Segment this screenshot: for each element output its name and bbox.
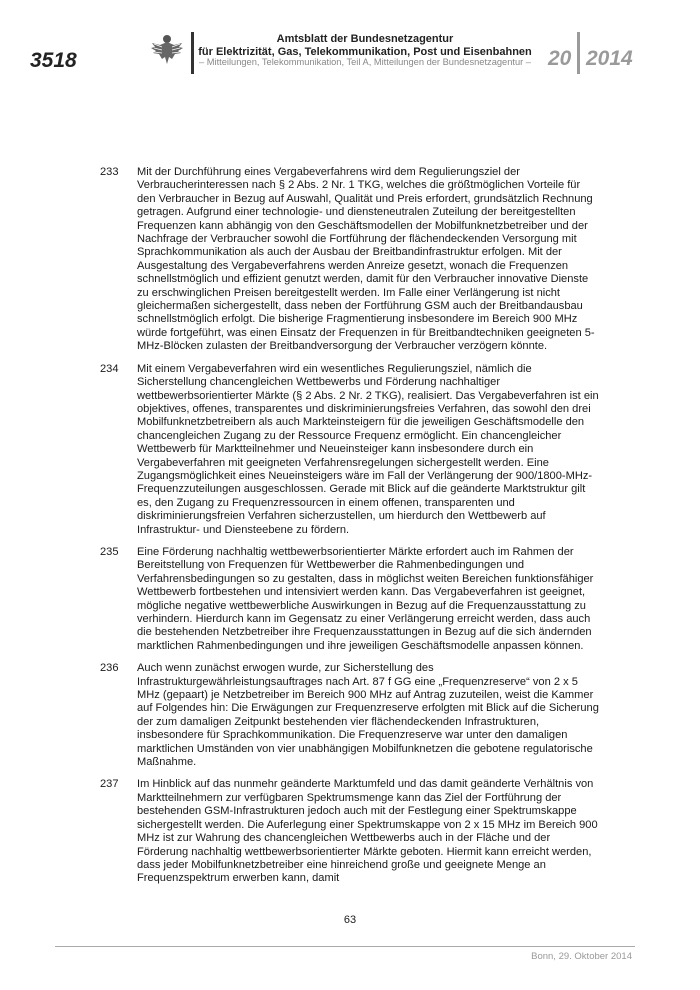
paragraph-234 xyxy=(100,363,600,537)
issue-number: 20 xyxy=(548,47,572,70)
document-body xyxy=(100,166,600,895)
gazette-subtitle: – Mitteilungen, Telekommunikation, Teil A, Mitteilungen der Bundesnetzagentur – xyxy=(199,57,531,67)
header-divider xyxy=(191,32,194,74)
paragraph-number: 233 xyxy=(100,166,119,178)
paragraph-number: 237 xyxy=(100,778,119,791)
paragraph-text: Im Hinblick auf das nunmehr geänderte Marktumfeld und das damit geänderte Verhältnis von Marktteilnehmern zur verfügbaren Spektrumsmenge kann das Ziel der Fortführung der bestehenden GSM-Infrastrukturen jedoch auch mit der Festlegung einer Spektrumskappe sichergestellt werden. Die Auferlegung einer Spektrumskappe von 2 x 15 MHz im Bereich 900 MHz ist zur Wahrung des chancengleichen Wettbewerbs auch in der Fläche und der Förderung nachhaltig wettbewerbsorientierter Märkte geboten. Hiermit kann erreicht werden, dass jeder Mobilfunknetzbetreiber eine hinreichend große und geeignete Menge an Frequenzspektrum erwerben kann, damit xyxy=(137,778,598,885)
paragraph-number: 234 xyxy=(100,362,119,375)
paragraph-235 xyxy=(100,546,600,653)
paragraph-233 xyxy=(100,166,600,354)
paragraph-237 xyxy=(100,778,600,885)
gazette-title-line2: für Elektrizität, Gas, Telekommunikation, Post und Eisenbahnen xyxy=(198,46,532,58)
paragraph-text: Mit der Durchführung eines Vergabeverfahrens wird dem Regulierungsziel der Verbraucherinteressen nach § 2 Abs. 2 Nr. 1 TKG, welches die größtmöglichen Vorteile für den Verbraucher in Bezug auf Auswahl, Qualität und Preis erfordert, grundsätzlich Rechnung getragen. Aufgrund einer technologie- und diensteneutralen Zuteilung der bereitgestellten Frequenzen kann abhängig von den Geschäftsmodellen der Mobilfunknetzbetreiber und der Nachfrage der Verbraucher sowohl die Fortführung der flächendeckenden Versorgung mit Sprachkommunikation als auch der Ausbau der Breitbandinfrastruktur erfolgen. Mit der Ausgestaltung des Vergabeverfahrens werden Anreize gesetzt, wonach die Frequenzen schnellstmöglich und effizient genutzt werden, damit für den Verbraucher innovative Dienste zu erschwinglichen Preisen bereitgestellt werden. Im Falle einer Verlängerung ist nicht gleichermaßen sichergestellt, dass neben der Fortführung GSM auch der Breitbandausbau schnellstmöglich erfolgt. Die bisherige Fragmentierung insbesondere im Bereich 900 MHz würde fortgeführt, was einen Einsatz der Frequenzen in für Breitbandtechniken geeigneten 5-MHz-Blöcken zulasten der Breitbandversorgung der Verbraucher verzögern könnte. xyxy=(137,166,595,353)
gazette-title xyxy=(196,33,534,59)
footer-page-number: 63 xyxy=(343,914,357,926)
paragraph-text: Auch wenn zunächst erwogen wurde, zur Sicherstellung des Infrastrukturgewährleistungsauftrages nach Art. 87 f GG eine „Frequenzreserve“ von 2 x 5 MHz (gepaart) je Netzbetreiber im Bereich 900 MHz auf Antrag zuzuteilen, weist die Kammer auf Folgendes hin: Die Erwägungen zur Frequenzreserve erfolgten mit Blick auf die Sicherung der zum damaligen Zeitpunkt bestehenden vier flächendeckenden Infrastrukturen, insbesondere für Sprachkommunikation. Die Frequenzreserve war unter den damaligen marktlichen Umständen von vier unabhängigen Mobilfunknetzen die gebotene regulatorische Maßnahme. xyxy=(137,662,599,769)
footer-divider xyxy=(55,946,635,947)
issue-divider xyxy=(577,32,580,74)
paragraph-number: 235 xyxy=(100,545,119,558)
federal-eagle-icon xyxy=(150,33,184,67)
paragraph-number: 236 xyxy=(100,662,119,675)
footer-date: Bonn, 29. Oktober 2014 xyxy=(531,951,632,962)
issue-year: 2014 xyxy=(586,47,633,70)
paragraph-text: Eine Förderung nachhaltig wettbewerbsorientierter Märkte erfordert auch im Rahmen der Bereitstellung von Frequenzen für Wettbewerber die Rahmenbedingungen und Verfahrensbedingungen so zu gestalten, dass in möglichst weiten Bereichen funktionsfähiger Wettbewerb fortbestehen und intensiviert werden kann. Das Vergabeverfahren ist geeignet, mögliche negative wettbewerbliche Auswirkungen in Bezug auf die Frequenzausstattung zu verhindern. Hierdurch kann im Gegensatz zu einer Verlängerung erreicht werden, dass auch die bestehenden Netzbetreiber ihre Frequenzausstattungen in Bezug auf die sich ändernden marktlichen Rahmenbedingungen und ihre jeweiligen Geschäftsmodelle anpassen können. xyxy=(137,545,594,652)
gazette-title-line1: Amtsblatt der Bundesnetzagentur xyxy=(276,33,454,45)
paragraph-text: Mit einem Vergabeverfahren wird ein wesentliches Regulierungsziel, nämlich die Sicherstellung chancengleichen Wettbewerbs und Förderung nachhaltiger wettbewerbsorientierter Märkte (§ 2 Abs. 2 Nr. 2 TKG), realisiert. Das Vergabeverfahren ist ein objektives, offenes, transparentes und diskriminierungsfreies Verfahren, das sowohl den drei Mobilfunknetzbetreibern als auch Markteinsteigern für die jeweiligen Geschäftsmodelle den chancengleichen Zugang zu der Ressource Frequenz ermöglicht. Ein chancengleicher Wettbewerb für Marktteilnehmer und Neueinsteiger kann insbesondere durch ein Vergabeverfahren mit geeigneten Verfahrensregelungen sichergestellt werden. Eine Zugangsmöglichkeit eines Neueinsteigers wäre im Fall der Verlängerung der 900/1800-MHz-Frequenzzuteilungen ausgeschlossen. Gerade mit Blick auf die geänderte Marktstruktur gilt es, den Zugang zu Frequenzressourcen in einem offenen, transparenten und diskriminierungsfreien Verfahren sicherzustellen, um hierdurch den Wettbewerb auf Infrastruktur- und Diensteebene zu fördern. xyxy=(137,362,599,536)
header-page-number: 3518 xyxy=(30,49,77,72)
paragraph-236 xyxy=(100,662,600,769)
